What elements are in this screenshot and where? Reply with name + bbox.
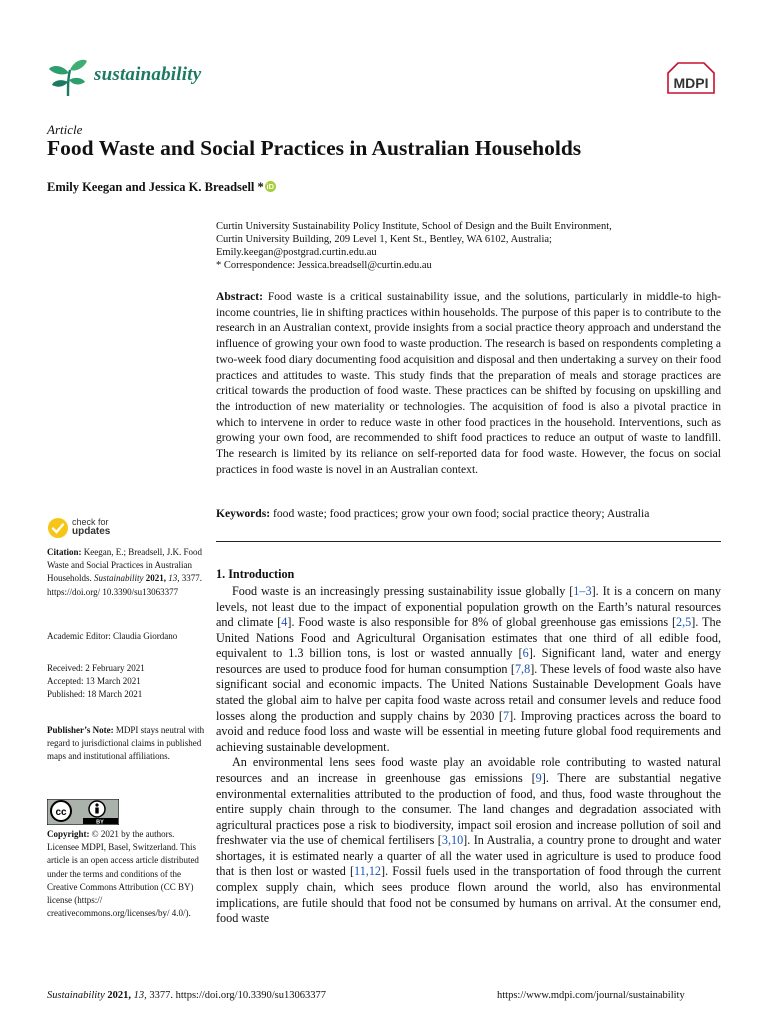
footer-journal: Sustainability: [47, 990, 105, 1001]
copyright-label: Copyright:: [47, 829, 90, 839]
journal-leaf-logo-icon: [48, 56, 88, 98]
citation-journal: Sustainability: [94, 573, 144, 584]
keywords-label: Keywords:: [216, 507, 271, 520]
text-run: An environmental lens sees food waste play an avoidable role contributing to wasted natural resources and an increase in greenhouse gas emissions [: [216, 755, 721, 785]
citation-link[interactable]: 4: [281, 615, 288, 630]
citation-link[interactable]: 2,5: [676, 615, 692, 630]
academic-editor: Academic Editor: Claudia Giordano: [47, 631, 178, 641]
abstract: [216, 289, 721, 477]
citation-link[interactable]: 7: [502, 708, 510, 723]
affiliation-block: [216, 220, 726, 272]
text-run: ]. There are substantial negative environmental externalities attributed to the production of food, and thus, food waste throughout the entire supply chain through to the consumer. The land changes and degradation associated with agricultural practices pose a risk to biodiversity, impact soil erosion and increase pollution of soil and freshwater via the use of chemical fertilisers [: [216, 770, 721, 848]
citation-link[interactable]: 9: [535, 770, 542, 785]
publisher-note: [47, 724, 205, 764]
text-run: Food waste is an increasingly pressing sustainability issue globally [: [232, 584, 574, 598]
publisher-note-label: Publisher’s Note:: [47, 725, 114, 735]
author-list: [47, 180, 276, 195]
affiliation-line: Curtin University Sustainability Policy Institute, School of Design and the Built Environment,: [216, 221, 612, 232]
footer-doi[interactable]: 3377. https://doi.org/10.3390/su13063377: [149, 990, 326, 1001]
text-run: ]. Food waste is also responsible for 8% of global greenhouse gas emissions [: [287, 615, 677, 630]
copyright-text: © 2021 by the authors. Licensee MDPI, Basel, Switzerland. This article is an open access article distributed under the terms and conditions of the Creative Commons Attribution (CC BY) license (https:// creativecommons.org/licenses/by/ 4.0/).: [47, 829, 199, 919]
cc-by-license-icon[interactable]: [47, 799, 119, 825]
keywords: [216, 507, 721, 520]
svg-text:cc: cc: [55, 807, 67, 818]
text-run: ]. Fossil fuels used in the transportation of food through the current complex supply chain, which sees produce flown around the world, also has environmental implications, are futile should that food not be consumed by humans on arrival. At the consumer end, food waste: [216, 864, 721, 926]
journal-name: sustainability: [94, 64, 202, 85]
citation-text: Keegan, E.; Breadsell, J.K. Food Waste and Social Practices in Australian Households.: [47, 547, 202, 584]
abstract-label: Abstract:: [216, 290, 264, 303]
author-email[interactable]: Emily.keegan@postgrad.curtin.edu.au: [216, 247, 377, 258]
citation-doi[interactable]: 3377. https://doi.org/ 10.3390/su13063377: [47, 573, 202, 597]
intro-paragraph-1: [216, 584, 721, 755]
check-updates-text: [72, 517, 110, 537]
section-heading-introduction: 1. Introduction: [216, 567, 295, 581]
published-date: Published: 18 March 2021: [47, 689, 143, 700]
check-updates-line2: updates: [72, 526, 111, 537]
mdpi-logo-text: MDPI: [673, 75, 709, 91]
check-for-updates-badge[interactable]: [47, 514, 137, 544]
citation-volume: 13,: [168, 573, 180, 584]
footer-citation: [47, 990, 326, 1001]
section-divider: [216, 541, 721, 542]
citation-link[interactable]: 1–3: [573, 584, 592, 598]
citation-link[interactable]: 11,12: [354, 864, 382, 879]
abstract-text: Food waste is a critical sustainability issue, and the solutions, particularly in middle-to high-income countries, lie in shifting practices within households. The purpose of this paper is to contribute to the research in an Australian context, provide insights from a social practice theory approach and understand the influence of growing your own food to waste production. The research is based on respondents completing a two-week food diary documenting food acquisition and disposal and then undertaking a survey on their food practices and attitudes to waste. This study finds that the preparation of meals and storage practices are critical towards the production of food waste. These practices can be shifted by focusing on upskilling and the introduction of new materiality or technologies. The acquisition of food is also a pivotal practice in which to intervene in order to reduce waste in other food practices in the household. Interventions, such as growing your own food, are recommended to shift food practices to reduce an output of waste to landfill. The research is limited by its reliance on self-reported data for food waste. However, the focus on social practices in food waste is novel in an Australian context.: [216, 290, 721, 476]
text-run: ]. Significant land, water and energy resources are used to produce food for human consumption [: [216, 646, 721, 676]
cc-by-label: BY: [96, 819, 104, 825]
footer-journal-url[interactable]: https://www.mdpi.com/journal/sustainability: [497, 990, 685, 1001]
author-names: Emily Keegan and Jessica K. Breadsell *: [47, 180, 264, 194]
accepted-date: Accepted: 13 March 2021: [47, 676, 141, 687]
affiliation-line: Curtin University Building, 209 Level 1, Kent St., Bentley, WA 6102, Australia;: [216, 234, 552, 245]
check-updates-line1: check for: [72, 517, 109, 527]
citation-link[interactable]: 7,8: [514, 661, 531, 676]
publisher-note-text: MDPI stays neutral with regard to jurisdictional claims in published maps and institutional affiliations.: [47, 725, 205, 762]
orcid-icon[interactable]: iD: [266, 182, 275, 191]
citation-label: Citation:: [47, 547, 82, 557]
citation-link[interactable]: 3,10: [441, 833, 464, 848]
footer-year: 2021,: [107, 990, 131, 1001]
mdpi-logo-icon: [662, 61, 720, 95]
text-run: ]. The United Nations Food and Agricultural Organisation estimates that one third of all edible food, equivalent to 1.3 billion tons, is lost or wasted annually [: [216, 615, 721, 661]
copyright-block: [47, 828, 205, 920]
correspondence-line[interactable]: * Correspondence: Jessica.breadsell@curtin.edu.au: [216, 260, 432, 271]
intro-paragraph-2: [216, 755, 721, 926]
keywords-text: food waste; food practices; grow your own food; social practice theory; Australia: [273, 507, 650, 520]
text-run: ]. It is a concern on many levels, not least due to the impact of exponential population growth on the Earth’s natural resources and climate [: [216, 584, 722, 630]
text-run: ]. These levels of food waste also have significant social and economic impacts. The United Nations Sustainable Development Goals have stated the global aim to halve per capita food waste across retail and consumer levels and reduce food losses along the production and supply chains by 2030 [: [216, 661, 721, 723]
received-date: Received: 2 February 2021: [47, 663, 145, 673]
citation-block: [47, 546, 205, 599]
citation-year: 2021,: [145, 573, 166, 584]
article-title: Food Waste and Social Practices in Australian Households: [47, 136, 582, 160]
introduction-body: [216, 584, 721, 927]
footer-volume: 13,: [133, 990, 147, 1001]
check-updates-icon: [47, 517, 69, 539]
citation-link[interactable]: 6: [522, 646, 529, 661]
dates-block: [47, 662, 205, 702]
text-run: ]. Improving practices across the board to avoid and reduce food loss and waste will be essential in meeting future global food requirements and achieving sustainable development.: [216, 708, 722, 754]
text-run: ]. In Australia, a country prone to drought and water shortages, it is estimated nearly a quarter of all the water used in agriculture is used to produce food that is then lost or wasted [: [216, 833, 721, 879]
article-type: Article: [47, 122, 83, 137]
